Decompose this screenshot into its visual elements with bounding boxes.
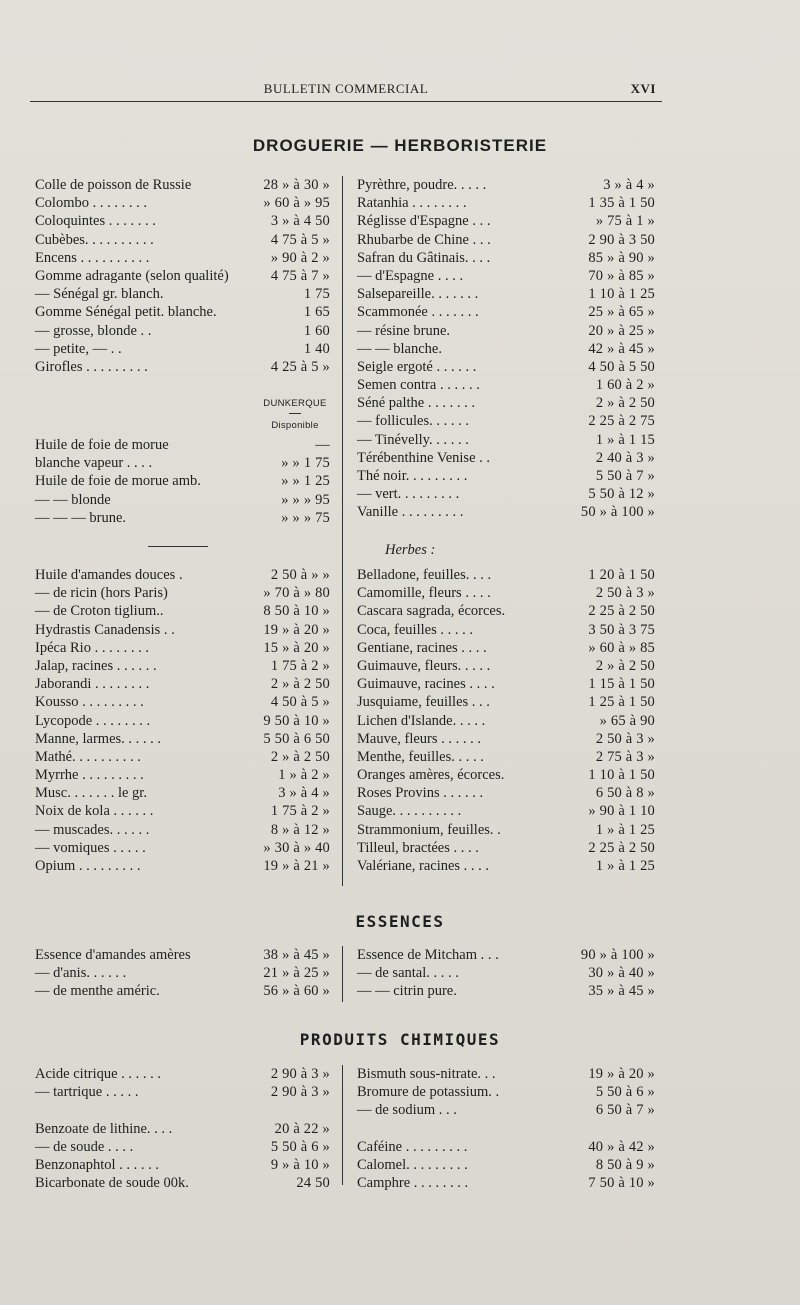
item-price: 1 75 bbox=[303, 286, 330, 303]
item-name: — de ricin (hors Paris) bbox=[35, 585, 168, 602]
list-item bbox=[35, 602, 330, 620]
item-name: Manne, larmes. . . . . . bbox=[35, 730, 162, 747]
essences-left-list bbox=[35, 946, 330, 1001]
running-header bbox=[30, 79, 662, 101]
item-price: 2 50 à » » bbox=[270, 567, 330, 583]
header-title: BULLETIN COMMERCIAL bbox=[263, 81, 429, 96]
list-item bbox=[357, 675, 655, 693]
item-name: — Tinévelly. . . . . . bbox=[357, 431, 469, 448]
item-price: 2 » à 2 50 bbox=[270, 676, 330, 693]
item-price: 19 » à 20 » bbox=[263, 621, 330, 638]
item-price: 4 50 à 5 50 bbox=[588, 358, 655, 375]
item-name: Acide citrique . . . . . . bbox=[35, 1066, 162, 1082]
list-item bbox=[357, 1120, 655, 1138]
item-name: Menthe, feuilles. . . . . bbox=[357, 748, 484, 765]
item-name: Vanille . . . . . . . . . bbox=[357, 504, 464, 521]
list-item bbox=[35, 1156, 330, 1174]
item-price: 1 65 bbox=[303, 304, 330, 321]
list-item bbox=[35, 322, 330, 340]
list-item bbox=[35, 509, 330, 527]
item-name: Camphre . . . . . . . . bbox=[357, 1175, 469, 1192]
item-price: 2 » à 2 50 bbox=[270, 748, 330, 765]
item-price: 4 75 à 5 » bbox=[270, 231, 330, 248]
list-item bbox=[357, 566, 655, 584]
list-item bbox=[357, 176, 655, 194]
item-name: Huile de foie de morue bbox=[35, 437, 169, 453]
list-item bbox=[35, 839, 330, 857]
list-item bbox=[35, 1083, 330, 1101]
item-name: — follicules. . . . . . bbox=[357, 413, 469, 430]
list-item bbox=[357, 358, 655, 376]
item-price: 40 » à 42 » bbox=[588, 1138, 655, 1155]
list-item bbox=[357, 1083, 655, 1101]
list-item bbox=[357, 657, 655, 675]
item-name: — — blanche. bbox=[357, 340, 442, 357]
item-price: 20 à 22 » bbox=[274, 1120, 330, 1137]
list-item bbox=[35, 1101, 330, 1119]
item-name: Safran du Gâtinais. . . . bbox=[357, 249, 491, 266]
item-name: Séné palthe . . . . . . . bbox=[357, 395, 475, 412]
list-item bbox=[35, 748, 330, 766]
item-price: 1 60 à 2 » bbox=[595, 377, 655, 394]
item-price: » 90 à 1 10 bbox=[588, 803, 655, 820]
item-price: 15 » à 20 » bbox=[263, 639, 330, 656]
item-price: 1 20 à 1 50 bbox=[588, 567, 655, 583]
item-name: blanche vapeur . . . . bbox=[35, 455, 153, 472]
item-name: Gentiane, racines . . . . bbox=[357, 639, 487, 656]
item-price: 2 50 à 3 » bbox=[595, 585, 655, 602]
item-price: 35 » à 45 » bbox=[588, 983, 655, 1000]
item-name: Cubèbes. . . . . . . . . . bbox=[35, 231, 154, 248]
chimiques-divider bbox=[342, 1065, 343, 1185]
droguerie-left-list-b bbox=[35, 436, 330, 527]
item-name: Jalap, racines . . . . . . bbox=[35, 657, 157, 674]
list-item bbox=[357, 431, 655, 449]
item-price: 56 » à 60 » bbox=[263, 983, 330, 1000]
item-name: Jaborandi . . . . . . . . bbox=[35, 676, 150, 693]
item-name: Bismuth sous-nitrate. . . bbox=[357, 1066, 496, 1082]
item-price: » 60 à » 85 bbox=[588, 639, 655, 656]
item-name: Caféine . . . . . . . . . bbox=[357, 1138, 468, 1155]
droguerie-right-list-a bbox=[357, 176, 655, 522]
page-number: XVI bbox=[630, 81, 656, 96]
list-item bbox=[357, 212, 655, 230]
item-name: Kousso . . . . . . . . . bbox=[35, 694, 144, 711]
list-item bbox=[357, 467, 655, 485]
item-name: Benzoate de lithine. . . . bbox=[35, 1120, 173, 1137]
item-name: Noix de kola . . . . . . bbox=[35, 803, 154, 820]
item-name: Coca, feuilles . . . . . bbox=[357, 621, 473, 638]
list-item bbox=[35, 1065, 330, 1083]
item-price: 1 10 à 1 50 bbox=[588, 767, 655, 784]
item-price: 5 50 à 6 50 bbox=[263, 730, 330, 747]
list-item bbox=[357, 249, 655, 267]
item-price: 3 » à 4 » bbox=[603, 177, 655, 193]
item-price: 3 » à 4 50 bbox=[270, 213, 330, 230]
item-price: 1 » à 1 25 bbox=[595, 858, 655, 874]
item-name: — résine brune. bbox=[357, 322, 451, 339]
list-item bbox=[357, 449, 655, 467]
list-item bbox=[35, 964, 330, 982]
item-name: — muscades. . . . . . bbox=[35, 821, 150, 838]
item-price: 42 » à 45 » bbox=[588, 340, 655, 357]
list-item bbox=[357, 231, 655, 249]
item-price: 90 » à 100 » bbox=[580, 947, 655, 963]
list-item bbox=[35, 946, 330, 964]
item-price: 2 25 à 2 50 bbox=[588, 839, 655, 856]
item-name: Bromure de potassium. . bbox=[357, 1084, 500, 1101]
item-price: 1 » à 1 15 bbox=[595, 431, 655, 448]
item-price: 1 25 à 1 50 bbox=[588, 694, 655, 711]
list-item bbox=[35, 231, 330, 249]
item-name: Mauve, fleurs . . . . . . bbox=[357, 730, 482, 747]
item-price: » » » 75 bbox=[281, 509, 330, 526]
column-divider bbox=[342, 176, 343, 886]
item-price: 4 50 à 5 » bbox=[270, 694, 330, 711]
item-price: 4 25 à 5 » bbox=[270, 358, 330, 375]
item-name: Encens . . . . . . . . . . bbox=[35, 249, 150, 266]
list-item bbox=[35, 472, 330, 490]
item-name: Essence de Mitcham . . . bbox=[357, 947, 499, 963]
list-item bbox=[35, 176, 330, 194]
item-name: Cascara sagrada, écorces. bbox=[357, 603, 506, 620]
item-price: 3 50 à 3 75 bbox=[588, 621, 655, 638]
item-name: Lichen d'Islande. . . . . bbox=[357, 712, 486, 729]
list-item bbox=[35, 712, 330, 730]
item-name: Seigle ergoté . . . . . . bbox=[357, 358, 477, 375]
list-item bbox=[35, 857, 330, 875]
item-price: 2 50 à 3 » bbox=[595, 730, 655, 747]
item-name: Guimauve, racines . . . . bbox=[357, 676, 495, 693]
header-rule bbox=[30, 101, 662, 102]
item-name: — de Croton tiglium.. bbox=[35, 603, 164, 620]
item-name: Camomille, fleurs . . . . bbox=[357, 585, 491, 602]
item-price: 28 » à 30 » bbox=[263, 177, 330, 193]
item-name: Lycopode . . . . . . . . bbox=[35, 712, 151, 729]
list-item bbox=[35, 212, 330, 230]
item-price: 21 » à 25 » bbox=[263, 965, 330, 982]
item-name: Myrrhe . . . . . . . . . bbox=[35, 767, 144, 784]
list-item bbox=[357, 766, 655, 784]
section-title-droguerie: DROGUERIE — HERBORISTERIE bbox=[252, 136, 548, 155]
item-name: — — blonde bbox=[35, 491, 111, 508]
item-name: — vomiques . . . . . bbox=[35, 839, 146, 856]
item-name: — d'Espagne . . . . bbox=[357, 267, 464, 284]
list-item bbox=[357, 503, 655, 521]
item-price: 50 » à 100 » bbox=[580, 504, 655, 521]
item-name: — Sénégal gr. blanch. bbox=[35, 286, 164, 303]
dunkerque-note bbox=[250, 398, 340, 431]
list-item bbox=[35, 491, 330, 509]
item-price: 38 » à 45 » bbox=[263, 947, 330, 963]
disponible-label: Disponible bbox=[271, 420, 319, 431]
section-title-produits-chimiques: PRODUITS CHIMIQUES bbox=[299, 1030, 501, 1049]
list-item bbox=[35, 784, 330, 802]
list-item bbox=[357, 946, 655, 964]
item-price: 1 75 à 2 » bbox=[270, 803, 330, 820]
item-price: 30 » à 40 » bbox=[588, 965, 655, 982]
item-price: 7 50 à 10 » bbox=[588, 1175, 655, 1192]
item-price: 2 » à 2 50 bbox=[595, 657, 655, 674]
list-item bbox=[357, 285, 655, 303]
dunkerque-label: DUNKERQUE bbox=[263, 398, 327, 409]
item-price: — bbox=[315, 437, 330, 453]
list-item bbox=[35, 249, 330, 267]
huile-separator bbox=[148, 546, 208, 547]
item-price: 2 75 à 3 » bbox=[595, 748, 655, 765]
item-name: Térébenthine Venise . . bbox=[357, 449, 491, 466]
item-name: — — — brune. bbox=[35, 509, 127, 526]
list-item bbox=[357, 964, 655, 982]
item-name: Huile d'amandes douces . bbox=[35, 567, 183, 583]
essences-right-list bbox=[357, 946, 655, 1001]
item-name: Bicarbonate de soude 00k. bbox=[35, 1175, 189, 1192]
item-price: 2 25 à 2 50 bbox=[588, 603, 655, 620]
list-item bbox=[357, 784, 655, 802]
list-item bbox=[357, 322, 655, 340]
list-item bbox=[35, 566, 330, 584]
list-item bbox=[357, 340, 655, 358]
item-price: 1 75 à 2 » bbox=[270, 657, 330, 674]
herbes-label: Herbes : bbox=[385, 542, 436, 558]
item-price: 19 » à 21 » bbox=[263, 858, 330, 874]
item-price: 6 50 à 7 » bbox=[595, 1102, 655, 1119]
list-item bbox=[357, 748, 655, 766]
item-name: — tartrique . . . . . bbox=[35, 1084, 139, 1101]
droguerie-right-list-b bbox=[357, 566, 655, 875]
item-name: Girofles . . . . . . . . . bbox=[35, 358, 148, 375]
item-price: 24 50 bbox=[296, 1175, 330, 1192]
item-price: » 65 à 90 bbox=[599, 712, 655, 729]
item-name: Mathé. . . . . . . . . . bbox=[35, 748, 141, 765]
list-item bbox=[357, 839, 655, 857]
list-item bbox=[357, 394, 655, 412]
item-name: Sauge. . . . . . . . . . bbox=[357, 803, 462, 820]
item-name: Semen contra . . . . . . bbox=[357, 377, 480, 394]
item-name: Ipéca Rio . . . . . . . . bbox=[35, 639, 149, 656]
list-item bbox=[357, 693, 655, 711]
list-item bbox=[35, 194, 330, 212]
item-price: » 30 à » 40 bbox=[263, 839, 330, 856]
item-price: 8 50 à 10 » bbox=[263, 603, 330, 620]
item-price: » » » 95 bbox=[281, 491, 330, 508]
list-item bbox=[357, 712, 655, 730]
item-price: 1 10 à 1 25 bbox=[588, 286, 655, 303]
list-item bbox=[357, 1138, 655, 1156]
item-name: Pyrèthre, poudre. . . . . bbox=[357, 177, 487, 193]
droguerie-left-list-a bbox=[35, 176, 330, 376]
item-price: 9 » à 10 » bbox=[270, 1156, 330, 1173]
list-item bbox=[35, 436, 330, 454]
list-item bbox=[35, 821, 330, 839]
list-item bbox=[357, 194, 655, 212]
item-name: Réglisse d'Espagne . . . bbox=[357, 213, 491, 230]
item-price: 1 15 à 1 50 bbox=[588, 676, 655, 693]
list-item bbox=[357, 1156, 655, 1174]
item-name: Jusquiame, feuilles . . . bbox=[357, 694, 490, 711]
item-price: 2 » à 2 50 bbox=[595, 395, 655, 412]
list-item bbox=[35, 267, 330, 285]
list-item bbox=[35, 730, 330, 748]
item-name: Thé noir. . . . . . . . . bbox=[357, 468, 468, 484]
list-item bbox=[357, 1101, 655, 1119]
list-item bbox=[357, 412, 655, 430]
item-name: — — citrin pure. bbox=[357, 983, 457, 1000]
item-name: Ratanhia . . . . . . . . bbox=[357, 195, 467, 212]
list-item bbox=[35, 675, 330, 693]
list-item bbox=[35, 358, 330, 376]
item-name: Rhubarbe de Chine . . . bbox=[357, 231, 491, 248]
list-item bbox=[35, 340, 330, 358]
item-name: Salsepareille. . . . . . . bbox=[357, 286, 479, 303]
list-item bbox=[35, 766, 330, 784]
list-item bbox=[35, 621, 330, 639]
list-item bbox=[35, 303, 330, 321]
item-price: 70 » à 85 » bbox=[588, 267, 655, 284]
item-price: 2 90 à 3 » bbox=[270, 1066, 330, 1082]
item-price: 85 » à 90 » bbox=[588, 249, 655, 266]
item-price: 20 » à 25 » bbox=[588, 322, 655, 339]
item-name: Gomme Sénégal petit. blanche. bbox=[35, 304, 217, 321]
item-price: 8 » à 12 » bbox=[270, 821, 330, 838]
item-name: — de santal. . . . . bbox=[357, 965, 459, 982]
item-price: » » 1 75 bbox=[281, 455, 330, 472]
list-item bbox=[357, 584, 655, 602]
item-price: 19 » à 20 » bbox=[588, 1066, 655, 1082]
item-price: 6 50 à 8 » bbox=[595, 785, 655, 802]
item-price: 8 50 à 9 » bbox=[595, 1156, 655, 1173]
list-item bbox=[35, 639, 330, 657]
list-item bbox=[35, 1120, 330, 1138]
item-name: Colle de poisson de Russie bbox=[35, 177, 192, 193]
item-name: — de menthe améric. bbox=[35, 983, 160, 1000]
chimiques-left-list bbox=[35, 1065, 330, 1192]
item-name: Scammonée . . . . . . . bbox=[357, 304, 479, 321]
item-name: Valériane, racines . . . . bbox=[357, 858, 490, 874]
item-name: Oranges amères, écorces. bbox=[357, 767, 505, 784]
item-name: — de soude . . . . bbox=[35, 1138, 134, 1155]
list-item bbox=[357, 802, 655, 820]
item-name: Tilleul, bractées . . . . bbox=[357, 839, 479, 856]
list-item bbox=[357, 303, 655, 321]
list-item bbox=[357, 857, 655, 875]
item-name: — vert. . . . . . . . . bbox=[357, 486, 460, 503]
item-name: Huile de foie de morue amb. bbox=[35, 473, 201, 490]
item-name: — de sodium . . . bbox=[357, 1102, 457, 1119]
chimiques-right-list bbox=[357, 1065, 655, 1192]
list-item bbox=[35, 1174, 330, 1192]
item-price: 1 » à 2 » bbox=[278, 767, 330, 784]
item-price: 2 25 à 2 75 bbox=[588, 413, 655, 430]
item-price: 1 40 bbox=[303, 340, 330, 357]
item-price: 1 » à 1 25 bbox=[595, 821, 655, 838]
item-name: Belladone, feuilles. . . . bbox=[357, 567, 492, 583]
list-item bbox=[357, 639, 655, 657]
item-price: 1 60 bbox=[303, 322, 330, 339]
item-price: 1 35 à 1 50 bbox=[588, 195, 655, 212]
item-name: Colombo . . . . . . . . bbox=[35, 195, 147, 212]
list-item bbox=[35, 454, 330, 472]
item-price: » » 1 25 bbox=[281, 473, 330, 490]
list-item bbox=[357, 602, 655, 620]
list-item bbox=[357, 821, 655, 839]
item-name: Guimauve, fleurs. . . . . bbox=[357, 657, 491, 674]
list-item bbox=[35, 584, 330, 602]
list-item bbox=[35, 693, 330, 711]
item-name: Roses Provins . . . . . . bbox=[357, 785, 484, 802]
item-name: Calomel. . . . . . . . . bbox=[357, 1156, 468, 1173]
item-price: 5 50 à 12 » bbox=[588, 486, 655, 503]
list-item bbox=[357, 730, 655, 748]
droguerie-left-list-c bbox=[35, 566, 330, 875]
list-item bbox=[35, 982, 330, 1000]
item-name: Benzonaphtol . . . . . . bbox=[35, 1156, 160, 1173]
list-item bbox=[357, 485, 655, 503]
item-name: Musc. . . . . . . le gr. bbox=[35, 785, 147, 802]
item-name: Strammonium, feuilles. . bbox=[357, 821, 501, 838]
item-price: 2 90 à 3 » bbox=[270, 1084, 330, 1101]
list-item bbox=[357, 982, 655, 1000]
item-name: — petite, — . . bbox=[35, 340, 122, 357]
item-name: — grosse, blonde . . bbox=[35, 322, 152, 339]
item-name: — d'anis. . . . . . bbox=[35, 965, 127, 982]
item-name: Opium . . . . . . . . . bbox=[35, 858, 141, 874]
note-rule bbox=[289, 413, 301, 414]
section-title-essences: ESSENCES bbox=[355, 912, 445, 931]
item-price: 5 50 à 7 » bbox=[595, 468, 655, 484]
item-price: » 60 à » 95 bbox=[263, 195, 330, 212]
list-item bbox=[35, 657, 330, 675]
item-name: Hydrastis Canadensis . . bbox=[35, 621, 175, 638]
list-item bbox=[35, 285, 330, 303]
item-price: 3 » à 4 » bbox=[278, 785, 330, 802]
item-price: » 90 à 2 » bbox=[270, 249, 330, 266]
item-price: 25 » à 65 » bbox=[588, 304, 655, 321]
list-item bbox=[357, 376, 655, 394]
list-item bbox=[357, 1065, 655, 1083]
item-price: 9 50 à 10 » bbox=[263, 712, 330, 729]
item-name: Coloquintes . . . . . . . bbox=[35, 213, 156, 230]
item-price: » 70 à » 80 bbox=[263, 585, 330, 602]
essences-divider bbox=[342, 946, 343, 1002]
list-item bbox=[357, 621, 655, 639]
item-name: Gomme adragante (selon qualité) bbox=[35, 267, 229, 284]
item-name: Essence d'amandes amères bbox=[35, 947, 191, 963]
list-item bbox=[35, 802, 330, 820]
item-price: 5 50 à 6 » bbox=[270, 1138, 330, 1155]
list-item bbox=[357, 1174, 655, 1192]
item-price: 5 50 à 6 » bbox=[595, 1084, 655, 1101]
item-price: 4 75 à 7 » bbox=[270, 267, 330, 284]
list-item bbox=[357, 267, 655, 285]
list-item bbox=[35, 1138, 330, 1156]
item-price: 2 90 à 3 50 bbox=[588, 231, 655, 248]
item-price: 2 40 à 3 » bbox=[595, 449, 655, 466]
item-price: » 75 à 1 » bbox=[595, 213, 655, 230]
